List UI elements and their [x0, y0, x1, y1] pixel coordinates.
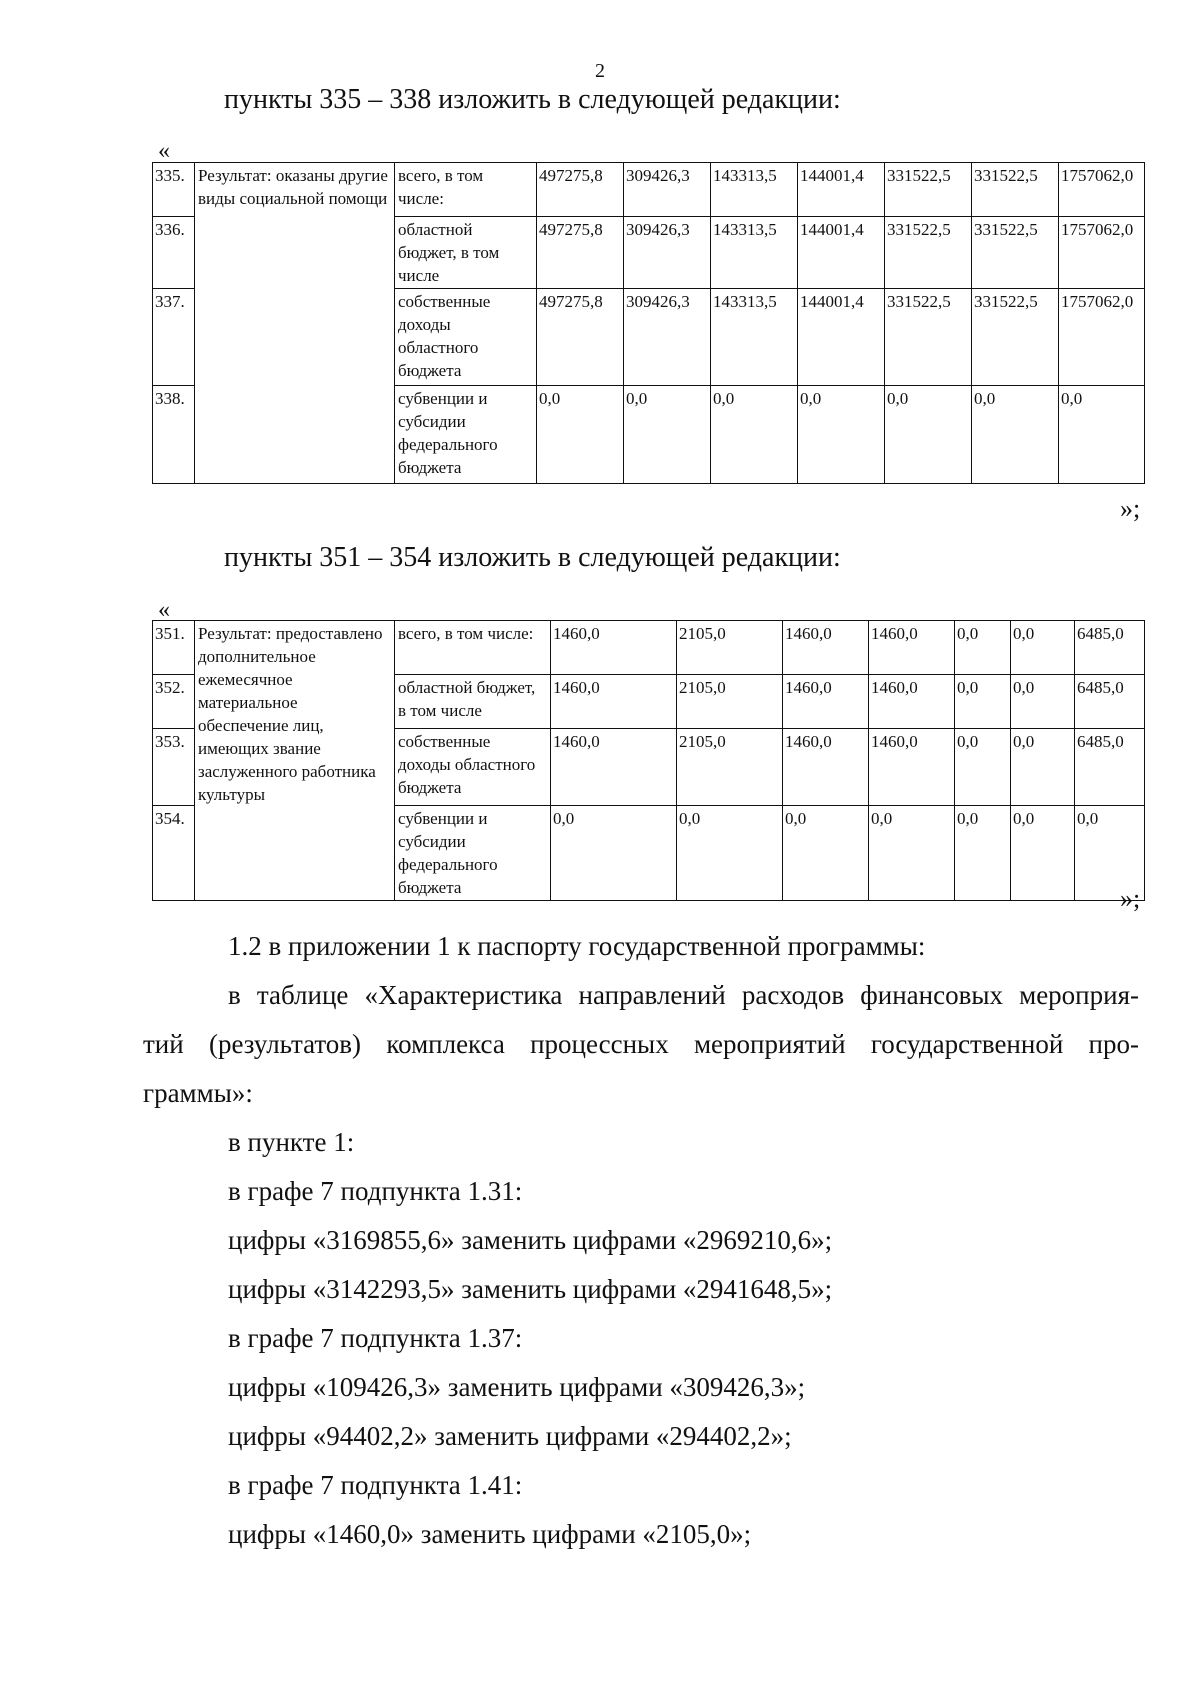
value-cell: 1460,0: [783, 621, 869, 675]
value-cell: 6485,0: [1075, 675, 1145, 729]
row-number: 354.: [153, 806, 195, 901]
table-row: [153, 163, 1145, 217]
table-row: [153, 621, 1145, 675]
paragraph-column-1-37: в графе 7 подпункта 1.37:: [228, 1323, 523, 1353]
value-cell: 2105,0: [677, 621, 783, 675]
row-description: собственные доходы областного бюджета: [395, 729, 551, 806]
value-cell: 1757062,0: [1059, 217, 1145, 289]
row-description: областной бюджет, в том числе: [395, 217, 537, 289]
value-cell: 1460,0: [551, 729, 677, 806]
row-number: 353.: [153, 729, 195, 806]
value-cell: 0,0: [1059, 386, 1145, 484]
value-cell: 0,0: [624, 386, 711, 484]
paragraph-replace-3: цифры «109426,3» заменить цифрами «309426,3»;: [228, 1372, 806, 1402]
row-number: 352.: [153, 675, 195, 729]
paragraph-column-1-31: в графе 7 подпункта 1.31:: [228, 1176, 523, 1206]
result-cell: Результат: предоставлено дополнительное ежемесячное материальное обеспечение лиц, имеющих звание заслуженного работника культуры: [195, 621, 395, 901]
value-cell: 2105,0: [677, 729, 783, 806]
value-cell: 331522,5: [885, 163, 972, 217]
value-cell: 1757062,0: [1059, 289, 1145, 386]
paragraph-table-line-1: в таблице «Характеристика направлений расходов финансовых мероприя-: [228, 980, 1139, 1010]
row-number: 351.: [153, 621, 195, 675]
value-cell: 331522,5: [885, 289, 972, 386]
value-cell: 0,0: [869, 806, 955, 901]
value-cell: 0,0: [955, 675, 1011, 729]
page-number: 2: [595, 60, 605, 82]
value-cell: 0,0: [885, 386, 972, 484]
section1-close-quote: »;: [1120, 494, 1141, 523]
result-cell: Результат: оказаны другие виды социальной помощи: [195, 163, 395, 484]
value-cell: 143313,5: [711, 217, 798, 289]
paragraph-replace-1: цифры «3169855,6» заменить цифрами «2969210,6»;: [228, 1225, 833, 1255]
value-cell: 6485,0: [1075, 621, 1145, 675]
paragraph-column-1-41: в графе 7 подпункта 1.41:: [228, 1470, 523, 1500]
value-cell: 0,0: [798, 386, 885, 484]
value-cell: 1460,0: [783, 675, 869, 729]
value-cell: 309426,3: [624, 163, 711, 217]
value-cell: 0,0: [1011, 621, 1075, 675]
value-cell: 331522,5: [972, 163, 1059, 217]
row-number: 337.: [153, 289, 195, 386]
row-description: всего, в том числе:: [395, 163, 537, 217]
value-cell: 0,0: [972, 386, 1059, 484]
value-cell: 309426,3: [624, 289, 711, 386]
paragraph-table-line-2: тий (результатов) комплекса процессных мероприятий государственной про-: [143, 1029, 1139, 1059]
value-cell: 144001,4: [798, 163, 885, 217]
row-number: 335.: [153, 163, 195, 217]
value-cell: 143313,5: [711, 289, 798, 386]
value-cell: 1460,0: [783, 729, 869, 806]
value-cell: 0,0: [955, 806, 1011, 901]
value-cell: 309426,3: [624, 217, 711, 289]
value-cell: 497275,8: [537, 217, 624, 289]
paragraph-table-line-3: граммы»:: [143, 1078, 253, 1108]
value-cell: 497275,8: [537, 163, 624, 217]
row-number: 336.: [153, 217, 195, 289]
row-description: собственные доходы областного бюджета: [395, 289, 537, 386]
value-cell: 143313,5: [711, 163, 798, 217]
value-cell: 144001,4: [798, 217, 885, 289]
paragraph-replace-4: цифры «94402,2» заменить цифрами «294402,2»;: [228, 1421, 792, 1451]
value-cell: 1460,0: [551, 675, 677, 729]
value-cell: 0,0: [537, 386, 624, 484]
paragraph-item-1: в пункте 1:: [228, 1127, 355, 1157]
value-cell: 497275,8: [537, 289, 624, 386]
value-cell: 331522,5: [972, 217, 1059, 289]
section2-open-quote: «: [158, 597, 170, 623]
value-cell: 0,0: [783, 806, 869, 901]
value-cell: 0,0: [1011, 806, 1075, 901]
row-description: всего, в том числе:: [395, 621, 551, 675]
table-items-351-354: [152, 620, 1145, 901]
paragraph-replace-2: цифры «3142293,5» заменить цифрами «2941648,5»;: [228, 1274, 833, 1304]
value-cell: 1460,0: [869, 621, 955, 675]
value-cell: 2105,0: [677, 675, 783, 729]
value-cell: 331522,5: [885, 217, 972, 289]
value-cell: 331522,5: [972, 289, 1059, 386]
value-cell: 1460,0: [551, 621, 677, 675]
paragraph-replace-5: цифры «1460,0» заменить цифрами «2105,0»;: [228, 1519, 752, 1549]
section2-heading: пункты 351 – 354 изложить в следующей редакции:: [224, 542, 841, 573]
table-items-335-338: [152, 162, 1145, 484]
value-cell: 0,0: [711, 386, 798, 484]
row-description: субвенции и субсидии федерального бюджета: [395, 806, 551, 901]
value-cell: 6485,0: [1075, 729, 1145, 806]
row-description: субвенции и субсидии федерального бюджета: [395, 386, 537, 484]
value-cell: 144001,4: [798, 289, 885, 386]
value-cell: 0,0: [1011, 729, 1075, 806]
section2-close-quote: »;: [1120, 884, 1141, 913]
paragraph-1-2: 1.2 в приложении 1 к паспорту государственной программы:: [228, 931, 926, 961]
value-cell: 1757062,0: [1059, 163, 1145, 217]
value-cell: 0,0: [955, 729, 1011, 806]
value-cell: 0,0: [551, 806, 677, 901]
row-description: областной бюджет, в том числе: [395, 675, 551, 729]
section1-heading: пункты 335 – 338 изложить в следующей редакции:: [224, 84, 841, 115]
value-cell: 0,0: [955, 621, 1011, 675]
row-number: 338.: [153, 386, 195, 484]
value-cell: 0,0: [1075, 806, 1145, 901]
value-cell: 1460,0: [869, 675, 955, 729]
value-cell: 0,0: [677, 806, 783, 901]
value-cell: 1460,0: [869, 729, 955, 806]
value-cell: 0,0: [1011, 675, 1075, 729]
section1-open-quote: «: [158, 138, 170, 164]
